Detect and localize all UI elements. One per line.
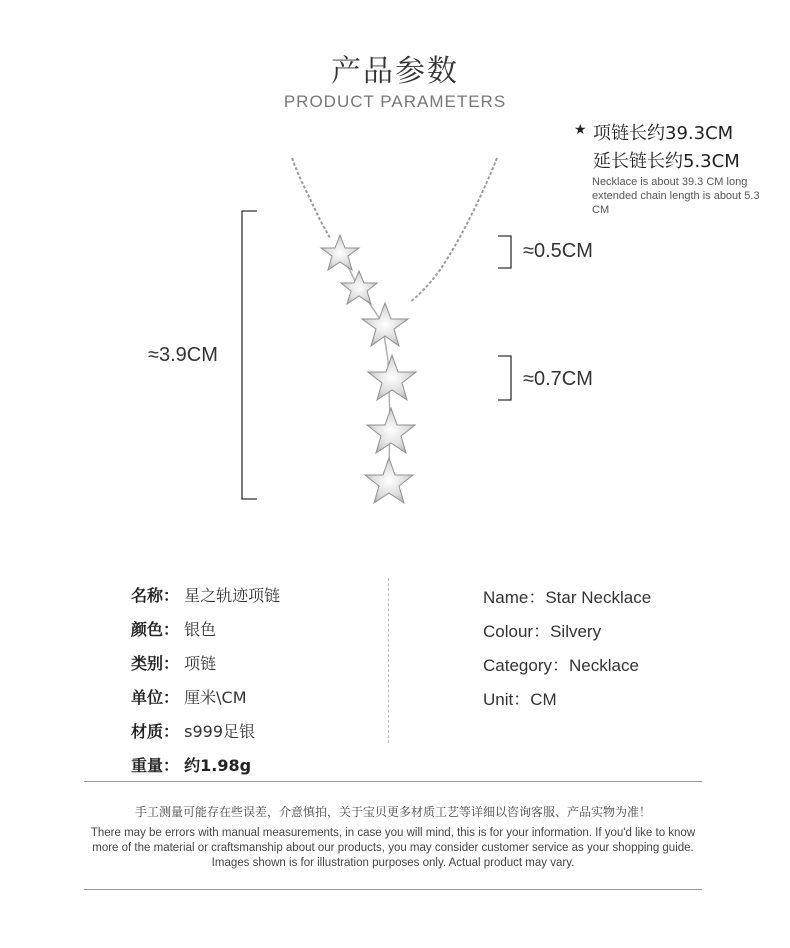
spec-label: 颜色 <box>131 620 164 639</box>
spec-row-material: 材质： s999足银 <box>131 722 256 741</box>
extension-length: 延长链长约5.3CM <box>593 151 740 172</box>
spec-divider <box>388 578 389 743</box>
spec-value: 厘米\CM <box>184 688 247 707</box>
spec-label: 类别 <box>131 654 164 673</box>
spec-row-weight: 重量： 约1.98g <box>131 756 252 775</box>
star-charm-5 <box>367 408 415 453</box>
chain-right <box>410 158 497 302</box>
spec-label: 名称 <box>131 586 164 605</box>
length-note-english: Necklace is about 39.3 CM long extended chain length is about 5.3 CM <box>592 176 760 216</box>
spec-row-color: 颜色： 银色 <box>131 620 217 639</box>
star-charm-4 <box>368 355 416 400</box>
spec-row-category: 类别： 项链 <box>131 654 217 673</box>
star-charm-2 <box>341 271 377 304</box>
large-star-size-label: ≈0.7CM <box>523 368 593 390</box>
small-star-bracket <box>498 236 511 268</box>
spec-value: 项链 <box>184 654 217 673</box>
star-charm-6 <box>365 458 413 503</box>
star-icon: ★ <box>574 122 587 138</box>
spec-row-unit: 单位： 厘米\CM <box>131 688 247 707</box>
spec-value: 约1.98g <box>184 756 252 775</box>
star-charm-1 <box>321 235 359 270</box>
divider-top <box>84 781 702 782</box>
total-length-label: ≈3.9CM <box>148 344 218 366</box>
spec-row-name: 名称： 星之轨迹项链 <box>131 586 281 605</box>
page-title: 产品参数 <box>331 54 459 89</box>
total-length-bracket <box>242 211 257 499</box>
disclaimer-cn: 手工测量可能存在些误差，介意慎拍，关于宝贝更多材质工艺等详细以咨询客服、产品实物为准！ <box>134 805 651 819</box>
spec-value: 星之轨迹项链 <box>184 586 281 605</box>
spec-en-unit: Unit：CM <box>483 690 557 709</box>
spec-en-category: Category：Necklace <box>483 656 639 675</box>
page-subtitle: PRODUCT PARAMETERS <box>283 92 507 111</box>
disclaimer-en: There may be errors with manual measurements, in case you will mind, this is for your information. If you'd like to know more of the material or craftsmanship about our products, you may consider customer service as your shopping guide. Images shown is for illustration purposes only. Actual product may vary. <box>90 827 696 869</box>
spec-en-name: Name：Star Necklace <box>483 588 652 607</box>
large-star-bracket <box>498 356 511 400</box>
spec-label: 重量 <box>131 756 164 775</box>
spec-value: 银色 <box>184 620 217 639</box>
spec-label: 材质 <box>131 722 164 741</box>
necklace-length: 项链长约39.3CM <box>593 123 734 144</box>
spec-value: s999足银 <box>184 722 256 741</box>
spec-label: 单位 <box>131 688 164 707</box>
divider-bottom <box>84 889 702 890</box>
spec-en-colour: Colour：Silvery <box>483 622 602 641</box>
small-star-size-label: ≈0.5CM <box>523 240 593 262</box>
chain-left <box>292 158 330 238</box>
